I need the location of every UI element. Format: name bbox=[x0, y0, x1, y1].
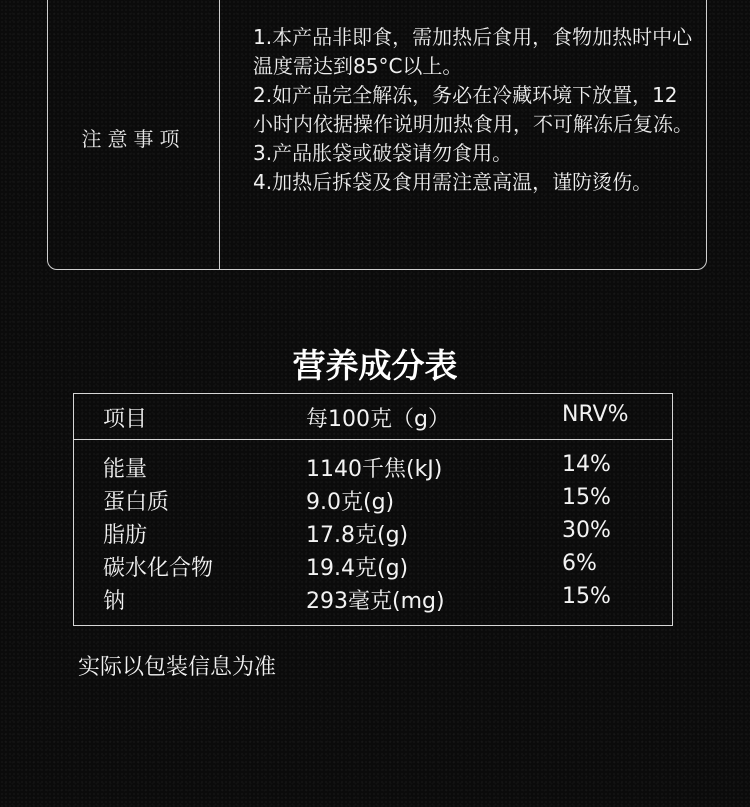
row-per100g: 9.0克(g) bbox=[306, 490, 395, 515]
nutrition-table bbox=[73, 393, 673, 626]
row-per100g: 19.4克(g) bbox=[306, 556, 409, 581]
row-nrv: 14% bbox=[562, 452, 611, 477]
header-per100g: 每100克（g） bbox=[306, 407, 450, 432]
table-row bbox=[74, 485, 672, 518]
notes-box bbox=[47, 0, 707, 270]
row-nrv: 15% bbox=[562, 584, 611, 609]
table-row bbox=[74, 584, 672, 617]
footnote: 实际以包装信息为准 bbox=[78, 655, 277, 680]
row-nrv: 15% bbox=[562, 485, 611, 510]
table-row bbox=[74, 452, 672, 485]
nutrition-title: 营养成分表 bbox=[292, 346, 458, 385]
note-item-4: 4.加热后拆袋及食用需注意高温，谨防烫伤。 bbox=[253, 170, 653, 194]
row-nrv: 6% bbox=[562, 551, 597, 576]
notes-divider bbox=[219, 0, 220, 269]
row-item: 能量 bbox=[103, 457, 148, 482]
row-per100g: 293毫克(mg) bbox=[306, 589, 445, 614]
note-item-2: 2.如产品完全解冻，务必在冷藏环境下放置，12小时内依据操作说明加热食用，不可解冻后复冻。 bbox=[253, 83, 693, 136]
note-item-1: 1.本产品非即食，需加热后食用，食物加热时中心温度需达到85°C以上。 bbox=[253, 25, 693, 78]
row-item: 碳水化合物 bbox=[103, 556, 214, 581]
row-nrv: 30% bbox=[562, 518, 611, 543]
notes-label: 注意事项 bbox=[81, 127, 186, 151]
table-row bbox=[74, 518, 672, 551]
header-item: 项目 bbox=[103, 407, 148, 432]
row-item: 蛋白质 bbox=[103, 490, 170, 515]
note-item-3: 3.产品胀袋或破袋请勿食用。 bbox=[253, 141, 513, 165]
row-item: 脂肪 bbox=[103, 523, 148, 548]
row-per100g: 17.8克(g) bbox=[306, 523, 409, 548]
header-nrv: NRV% bbox=[562, 402, 629, 427]
row-per100g: 1140千焦(kJ) bbox=[306, 457, 443, 482]
row-item: 钠 bbox=[103, 589, 126, 614]
table-body bbox=[74, 452, 672, 617]
table-header bbox=[74, 394, 672, 440]
table-row bbox=[74, 551, 672, 584]
notes-list bbox=[253, 23, 693, 197]
